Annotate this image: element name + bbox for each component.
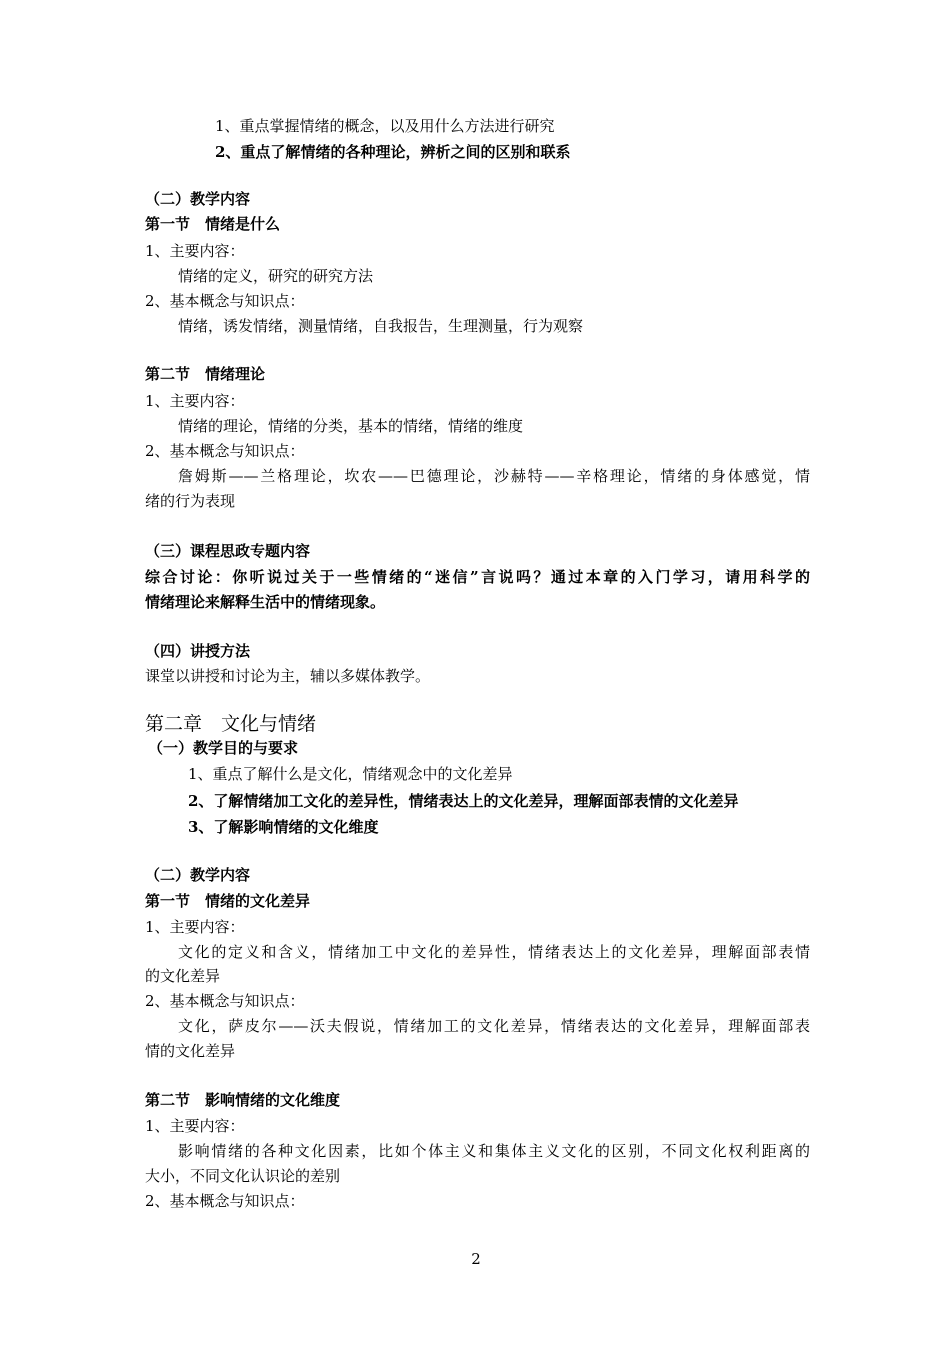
objective-item-2: 2、重点了解情绪的各种理论，辨析之间的区别和联系 (215, 143, 571, 161)
main-content-label: 1、主要内容： (145, 1117, 245, 1135)
section-heading-method: （四）讲授方法 (145, 642, 251, 660)
page-number: 2 (471, 1250, 481, 1268)
main-content-text: 情绪的理论，情绪的分类，基本的情绪，情绪的维度 (178, 417, 524, 435)
main-content-text-line-2: 的文化差异 (145, 967, 221, 985)
section-title-1-2: 第二节 情绪理论 (145, 365, 266, 383)
section-heading-ideology: （三）课程思政专题内容 (145, 542, 311, 560)
section-title-1-1: 第一节 情绪是什么 (145, 215, 281, 233)
concepts-label: 2、基本概念与知识点： (145, 442, 305, 460)
concepts-label: 2、基本概念与知识点： (145, 1192, 305, 1210)
main-content-label: 1、主要内容： (145, 392, 245, 410)
main-content-text: 情绪的定义，研究的研究方法 (178, 267, 374, 285)
main-content-text-line-1: 影响情绪的各种文化因素，比如个体主义和集体主义文化的区别，不同文化权利距离的 (178, 1142, 810, 1160)
main-content-label: 1、主要内容： (145, 918, 245, 936)
section-heading-objectives: （一）教学目的与要求 (148, 739, 299, 757)
section-heading-content: （二）教学内容 (145, 866, 251, 884)
concepts-text: 情绪，诱发情绪，测量情绪，自我报告，生理测量，行为观察 (178, 317, 584, 335)
concepts-label: 2、基本概念与知识点： (145, 292, 305, 310)
objective-item-1: 1、重点了解什么是文化，情绪观念中的文化差异 (188, 765, 513, 783)
section-heading-content: （二）教学内容 (145, 190, 251, 208)
chapter-title: 第二章 文化与情绪 (145, 713, 317, 735)
concepts-text-line-2: 绪的行为表现 (145, 492, 236, 510)
objective-item-2: 2、了解情绪加工文化的差异性，情绪表达上的文化差异，理解面部表情的文化差异 (188, 792, 739, 810)
section-title-2-1: 第一节 情绪的文化差异 (145, 892, 311, 910)
objective-item-3: 3、了解影响情绪的文化维度 (188, 818, 379, 836)
concepts-label: 2、基本概念与知识点： (145, 992, 305, 1010)
main-content-label: 1、主要内容： (145, 242, 245, 260)
main-content-text-line-1: 文化的定义和含义，情绪加工中文化的差异性，情绪表达上的文化差异，理解面部表情 (178, 943, 810, 961)
concepts-text-line-2: 情的文化差异 (145, 1042, 236, 1060)
method-text: 课堂以讲授和讨论为主，辅以多媒体教学。 (145, 667, 431, 685)
section-title-2-2: 第二节 影响情绪的文化维度 (145, 1091, 341, 1109)
concepts-text-line-1: 詹姆斯——兰格理论，坎农——巴德理论，沙赫特——辛格理论，情绪的身体感觉，情 (178, 467, 810, 485)
ideology-text-line-1: 综合讨论：你听说过关于一些情绪的“迷信”言说吗？通过本章的入门学习，请用科学的 (145, 568, 810, 586)
ideology-text-line-2: 情绪理论来解释生活中的情绪现象。 (145, 593, 386, 611)
concepts-text-line-1: 文化，萨皮尔——沃夫假说，情绪加工的文化差异，情绪表达的文化差异，理解面部表 (178, 1017, 810, 1035)
main-content-text-line-2: 大小，不同文化认识论的差别 (145, 1167, 341, 1185)
objective-item-1: 1、重点掌握情绪的概念，以及用什么方法进行研究 (215, 117, 555, 135)
